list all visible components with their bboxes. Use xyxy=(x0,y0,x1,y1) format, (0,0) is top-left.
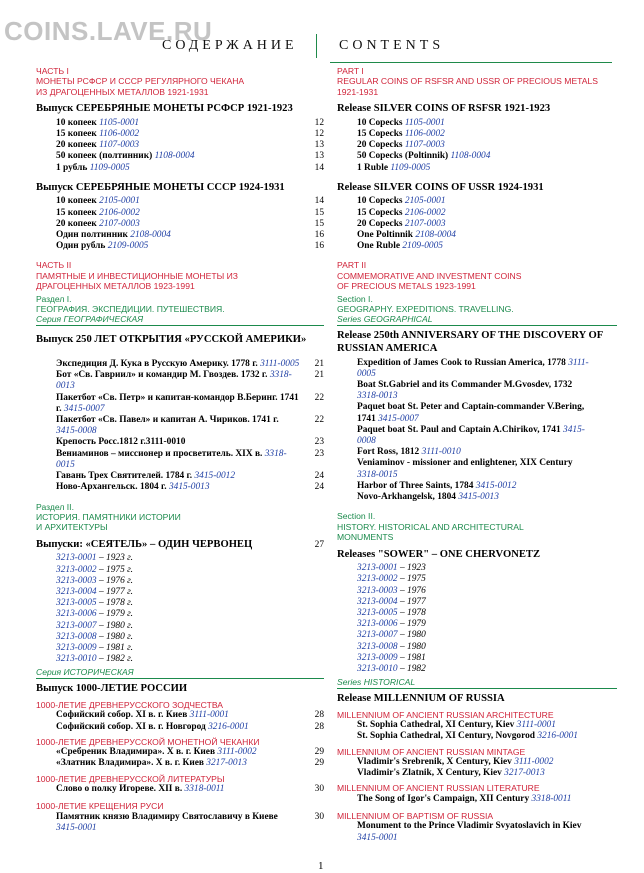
site-watermark: COINS.LAVE.RU xyxy=(4,16,213,46)
entry-title: Вениаминов – миссионер и просветитель. XIX в. xyxy=(56,448,263,459)
page-number: 23 xyxy=(314,437,324,448)
catalog-code: 3318-0013 xyxy=(357,391,398,402)
page-number: 16 xyxy=(314,230,324,241)
entry-title: Novo-Arkhangelsk, 1804 xyxy=(357,492,456,503)
group-heading: MILLENNIUM OF ANCIENT RUSSIAN MINTAGE xyxy=(337,746,526,757)
catalog-code: 3213-0007 xyxy=(56,620,97,631)
part2-subtitle: ПАМЯТНЫЕ И ИНВЕСТИЦИОННЫЕ МОНЕТЫ ИЗ xyxy=(36,270,238,281)
contents-entry xyxy=(337,118,617,129)
entry-title: 15 Copecks xyxy=(357,207,403,218)
entry-title: Expedition of James Cook to Russian America, 1778 xyxy=(357,357,566,368)
chervonetz-year-entry xyxy=(36,643,324,654)
entry-year: – 1981 xyxy=(399,652,426,663)
page-number: 15 xyxy=(314,218,324,229)
catalog-code: 3415-0013 xyxy=(168,482,210,493)
catalog-code: 3111-0002 xyxy=(514,756,554,767)
catalog-code: 3415-0012 xyxy=(194,471,236,482)
entry-title: Слово о полку Игореве. XII в. xyxy=(56,783,183,794)
page-number: 29 xyxy=(314,747,324,758)
part1-subtitle: МОНЕТЫ РСФСР И СССР РЕГУЛЯРНОГО ЧЕКАНА xyxy=(36,76,245,87)
catalog-code: 2107-0003 xyxy=(99,218,140,229)
release-heading: Releases "SOWER" – ONE CHERVONETZ xyxy=(337,548,541,560)
catalog-code: 2109-0005 xyxy=(107,241,149,252)
entry-title: Boat St.Gabriel and its Commander M.Gvosdev, 1732 xyxy=(357,380,573,391)
catalog-code: 3213-0009 xyxy=(56,642,97,653)
group-heading: 1000-ЛЕТИЕ ДРЕВНЕРУССКОГО ЗОДЧЕСТВА xyxy=(36,699,224,710)
series-label: Series GEOGRAPHICAL xyxy=(337,314,617,326)
entry-title: Vladimir's Zlatnik, X Century, Kiev xyxy=(357,768,502,779)
chervonetz-year-entry xyxy=(337,653,617,664)
page-number: 21 xyxy=(314,359,324,370)
entry-title: 10 Copecks xyxy=(357,117,403,128)
catalog-code: 3217-0013 xyxy=(504,768,545,779)
group-heading: 1000-ЛЕТИЕ КРЕЩЕНИЯ РУСИ xyxy=(36,801,164,812)
part1-title: PART I xyxy=(337,66,364,76)
entry-title: 15 Copecks xyxy=(357,129,403,140)
page-number: 22 xyxy=(314,415,324,426)
page-number-footer: 1 xyxy=(318,860,324,872)
section1-subtitle: ГЕОГРАФИЯ. ЭКСПЕДИЦИИ. ПУТЕШЕСТВИЯ. xyxy=(36,304,225,315)
page-number: 12 xyxy=(314,117,324,128)
entry-year: – 1982 xyxy=(399,663,426,674)
entry-title: «Сребреник Владимира». Х в. г. Киев xyxy=(56,747,216,758)
contents-entry xyxy=(36,415,324,437)
entry-title: Экспедиция Д. Кука в Русскую Америку. 1778 г. xyxy=(56,359,258,370)
catalog-code: 3318-0011 xyxy=(184,783,225,794)
entry-title: 1 рубль xyxy=(56,162,88,173)
catalog-code: 3318-0015 xyxy=(357,469,398,480)
section1-title: Раздел I. xyxy=(36,293,72,304)
catalog-code: 1107-0003 xyxy=(404,140,445,151)
entry-year: – 1981 г. xyxy=(98,642,133,653)
chervonetz-year-entry xyxy=(337,664,617,675)
entry-title: Софийский собор. XI в. г. Киев xyxy=(56,710,188,721)
page-number: 29 xyxy=(314,758,324,769)
chervonetz-year-entry xyxy=(337,574,617,585)
contents-entry xyxy=(337,720,617,731)
chervonetz-year-entry xyxy=(337,597,617,608)
chervonetz-year-entry xyxy=(36,587,324,598)
release-heading: Выпуски: «СЕЯТЕЛЬ» – ОДИН ЧЕРВОНЕЦ 27 xyxy=(36,538,324,550)
catalog-code: 1108-0004 xyxy=(154,151,195,162)
group-heading: MILLENNIUM OF ANCIENT RUSSIAN ARCHITECTURE xyxy=(337,709,554,720)
contents-entry xyxy=(36,393,324,415)
contents-column-en xyxy=(337,66,617,844)
catalog-code: 3213-0001 xyxy=(56,553,97,564)
release-heading: RUSSIAN AMERICA xyxy=(337,343,438,355)
part1-subtitle: REGULAR COINS OF RSFSR AND USSR OF PRECIOUS METALS xyxy=(337,76,599,87)
contents-entry xyxy=(337,731,617,742)
catalog-code: 3216-0001 xyxy=(537,731,578,742)
contents-entry xyxy=(36,747,324,758)
page-number: 16 xyxy=(314,241,324,252)
entry-title: Крепость Росс.1812 г.3111-0010 xyxy=(56,437,186,448)
contents-entry xyxy=(337,425,617,447)
chervonetz-year-entry xyxy=(36,553,324,564)
header-divider xyxy=(316,34,317,58)
catalog-code: 2108-0004 xyxy=(130,230,171,241)
chervonetz-year-entry xyxy=(337,586,617,597)
catalog-code: 3415-0008 xyxy=(56,426,97,437)
entry-year: – 1979 г. xyxy=(98,609,133,620)
contents-entry xyxy=(36,359,324,370)
contents-entry xyxy=(36,812,324,834)
catalog-code: 3415-0001 xyxy=(56,822,97,833)
catalog-code: 1105-0001 xyxy=(404,117,445,128)
page-number: 15 xyxy=(314,207,324,218)
contents-entry xyxy=(36,482,324,493)
entry-title: Пакетбот «Св. Павел» и капитан А. Чириков. 1741 г. xyxy=(56,415,279,426)
catalog-code: 1109-0005 xyxy=(89,162,130,173)
page-number: 27 xyxy=(314,539,324,550)
entry-title: Пакетбот «Св. Петр» и капитан-командор В.Беринг. 1741 г. xyxy=(56,392,299,414)
entry-year: – 1977 xyxy=(399,596,426,607)
part1-subtitle: ИЗ ДРАГОЦЕННЫХ МЕТАЛЛОВ 1921-1931 xyxy=(36,86,209,97)
catalog-code: 1107-0003 xyxy=(99,140,140,151)
page-number: 28 xyxy=(314,710,324,721)
chervonetz-year-entry xyxy=(337,630,617,641)
contents-entry xyxy=(337,821,617,843)
part2-title: PART II xyxy=(337,260,367,271)
series-label: Серия ГЕОГРАФИЧЕСКАЯ xyxy=(36,314,324,326)
entry-year: – 1978 г. xyxy=(98,598,133,609)
contents-entry xyxy=(36,370,324,392)
contents-entry xyxy=(337,447,617,458)
catalog-code: 3415-0013 xyxy=(458,492,499,503)
catalog-code: 2106-0002 xyxy=(99,207,140,218)
entry-title: Памятник князю Владимиру Святославичу в Киеве xyxy=(56,811,278,822)
chervonetz-year-entry xyxy=(36,621,324,632)
contents-entry xyxy=(337,219,617,230)
catalog-code: 3213-0010 xyxy=(357,663,398,674)
entry-title: Vladimir's Srebrenik, X Century, Kiev xyxy=(357,756,512,767)
contents-entry xyxy=(36,118,324,129)
catalog-code: 3213-0008 xyxy=(357,641,398,652)
catalog-code: 3213-0006 xyxy=(357,619,398,630)
contents-entry xyxy=(36,230,324,241)
contents-entry xyxy=(36,758,324,769)
contents-entry xyxy=(36,471,324,482)
entry-year: – 1976 г. xyxy=(98,575,133,586)
entry-title: One Ruble xyxy=(357,241,400,252)
section2-subtitle: HISTORY. HISTORICAL AND ARCHITECTURAL xyxy=(337,521,524,532)
entry-title: One Poltinnik xyxy=(357,230,414,241)
chervonetz-year-entry xyxy=(36,654,324,665)
page-number: 28 xyxy=(314,721,324,732)
catalog-code: 3213-0004 xyxy=(56,586,97,597)
part1-subtitle: 1921-1931 xyxy=(337,86,379,97)
part2-subtitle: OF PRECIOUS METALS 1923-1991 xyxy=(337,281,476,292)
page-number: 24 xyxy=(314,471,324,482)
entry-year: – 1979 xyxy=(399,619,426,630)
contents-entry xyxy=(337,794,617,805)
page-number: 14 xyxy=(314,196,324,207)
page-number: 13 xyxy=(314,151,324,162)
contents-entry xyxy=(337,757,617,768)
entry-year: – 1980 г. xyxy=(98,620,133,631)
entry-title: 20 копеек xyxy=(56,140,97,151)
chervonetz-year-entry xyxy=(36,632,324,643)
entry-title: St. Sophia Cathedral, XI Century, Kiev xyxy=(357,720,515,731)
contents-entry xyxy=(337,196,617,207)
page-number: 12 xyxy=(314,129,324,140)
entry-title: The Song of Igor's Campaign, XII Century xyxy=(357,793,530,804)
catalog-code: 3111-0005 xyxy=(260,359,300,370)
catalog-code: 2106-0002 xyxy=(404,207,446,218)
entry-title: Ново-Архангельск. 1804 г. xyxy=(56,482,167,493)
catalog-code: 1106-0002 xyxy=(99,129,140,140)
catalog-code: 3213-0002 xyxy=(357,574,398,585)
catalog-code: 3213-0002 xyxy=(56,564,97,575)
catalog-code: 3213-0003 xyxy=(56,575,97,586)
entry-year: – 1980 xyxy=(399,630,426,641)
entry-year: – 1982 г. xyxy=(98,654,133,665)
page-number: 21 xyxy=(314,370,324,381)
catalog-code: 3216-0001 xyxy=(208,721,249,732)
entry-title: Paquet boat St. Peter and Captain-commander V.Bering, 1741 xyxy=(357,402,585,424)
catalog-code: 3415-0007 xyxy=(378,413,419,424)
contents-entry xyxy=(36,140,324,151)
entry-title: St. Sophia Cathedral, XI Century, Novgorod xyxy=(357,731,535,742)
catalog-code: 3415-0001 xyxy=(357,832,398,843)
chervonetz-year-entry xyxy=(36,609,324,620)
entry-title: Monument to the Prince Vladimir Svyatoslavich in Kiev xyxy=(357,821,582,832)
contents-entry xyxy=(36,437,324,448)
page-number: 30 xyxy=(314,783,324,794)
catalog-code: 3318-0011 xyxy=(531,793,572,804)
page-number: 13 xyxy=(314,140,324,151)
group-heading: 1000-ЛЕТИЕ ДРЕВНЕРУССКОЙ ЛИТЕРАТУРЫ xyxy=(36,773,225,784)
catalog-code: 3213-0005 xyxy=(56,598,97,609)
catalog-code: 3213-0004 xyxy=(357,596,398,607)
section2-subtitle: ИСТОРИЯ. ПАМЯТНИКИ ИСТОРИИ xyxy=(36,511,181,522)
catalog-code: 3415-0008 xyxy=(357,424,585,447)
catalog-code: 3111-0001 xyxy=(189,710,229,721)
entry-year: – 1923 xyxy=(399,563,426,574)
release-heading: Release MILLENNIUM OF RUSSIA xyxy=(337,693,505,705)
catalog-code: 2105-0001 xyxy=(99,196,140,207)
entry-title: Софийский собор. XI в. г. Новгород xyxy=(56,721,206,732)
entry-title: Veniaminov - missioner and enlightener, XIX Century xyxy=(357,458,573,469)
catalog-code: 1105-0001 xyxy=(99,117,140,128)
entry-year: – 1977 г. xyxy=(98,586,133,597)
contents-entry xyxy=(36,241,324,252)
page-number: 23 xyxy=(314,448,324,459)
catalog-code: 2105-0001 xyxy=(404,196,446,207)
release-heading: Release 250th ANNIVERSARY OF THE DISCOVERY OF xyxy=(337,330,604,342)
entry-year: – 1975 г. xyxy=(98,564,133,575)
entry-year: – 1978 xyxy=(399,607,426,618)
entry-title: Бот «Св. Гавриил» и командир М. Гвоздев. 1732 г. xyxy=(56,370,268,381)
entry-title: 20 Copecks xyxy=(357,140,403,151)
catalog-code: 1109-0005 xyxy=(390,162,431,173)
entry-year: – 1975 xyxy=(399,574,426,585)
entry-title: Fort Ross, 1812 xyxy=(357,447,420,458)
entry-title: 20 Copecks xyxy=(357,218,403,229)
chervonetz-year-entry xyxy=(337,608,617,619)
release-heading: Выпуск СЕРЕБРЯНЫЕ МОНЕТЫ РСФСР 1921-1923 xyxy=(36,103,293,115)
part2-subtitle: COMMEMORATIVE AND INVESTMENT COINS xyxy=(337,270,522,281)
contents-entry xyxy=(337,163,617,174)
catalog-code: 3415-0012 xyxy=(475,480,517,491)
section2-title: Section II. xyxy=(337,511,376,522)
catalog-code: 2109-0005 xyxy=(402,241,443,252)
contents-entry xyxy=(36,710,324,721)
contents-entry xyxy=(337,230,617,241)
entry-title: Paquet boat St. Paul and Captain A.Chirikov, 1741 xyxy=(357,424,561,435)
catalog-code: 3111-0005 xyxy=(357,357,589,379)
chervonetz-year-entry xyxy=(36,576,324,587)
catalog-code: 3318-0013 xyxy=(56,370,292,392)
entry-year: – 1976 xyxy=(399,585,426,596)
entry-title: Один рубль xyxy=(56,241,106,252)
entry-title: 15 копеек xyxy=(56,207,97,218)
catalog-code: 3111-0001 xyxy=(516,720,556,731)
entry-year: – 1980 xyxy=(399,641,426,652)
contents-entry xyxy=(337,458,617,480)
catalog-code: 3111-0002 xyxy=(217,747,257,758)
part2-title: ЧАСТЬ II xyxy=(36,260,72,271)
catalog-code: 3213-0006 xyxy=(56,609,97,620)
header-title-en: CONTENTS xyxy=(339,38,445,53)
entry-year: – 1980 г. xyxy=(98,631,133,642)
contents-entry xyxy=(337,140,617,151)
catalog-code: 3213-0009 xyxy=(357,652,398,663)
series-label: Series HISTORICAL xyxy=(337,677,617,689)
catalog-code: 3213-0003 xyxy=(357,585,398,596)
release-heading: Выпуск 250 ЛЕТ ОТКРЫТИЯ «РУССКОЙ АМЕРИКИ» xyxy=(36,334,307,346)
release-heading: Release SILVER COINS OF RSFSR 1921-1923 xyxy=(337,103,551,115)
contents-entry xyxy=(337,768,617,779)
section1-title: Section I. xyxy=(337,293,373,304)
entry-title: 1 Ruble xyxy=(357,162,388,173)
contents-entry xyxy=(36,163,324,174)
page-number: 22 xyxy=(314,392,324,403)
contents-entry xyxy=(36,196,324,207)
release-heading: Выпуск СЕРЕБРЯНЫЕ МОНЕТЫ СССР 1924-1931 xyxy=(36,181,285,193)
contents-entry xyxy=(337,481,617,492)
group-heading: MILLENNIUM OF ANCIENT RUSSIAN LITERATURE xyxy=(337,783,540,794)
catalog-code: 3213-0005 xyxy=(357,607,398,618)
section1-subtitle: GEOGRAPHY. EXPEDITIONS. TRAVELLING. xyxy=(337,304,514,315)
header-title-ru: СОДЕРЖАНИЕ xyxy=(162,38,298,53)
entry-title: 15 копеек xyxy=(56,129,97,140)
catalog-code: 2107-0003 xyxy=(404,218,446,229)
series-label: Серия ИСТОРИЧЕСКАЯ xyxy=(36,667,324,679)
catalog-code: 1108-0004 xyxy=(450,151,491,162)
contents-entry xyxy=(36,219,324,230)
contents-entry xyxy=(36,784,324,795)
entry-title: 20 копеек xyxy=(56,218,97,229)
contents-entry xyxy=(337,380,617,402)
release-heading: Release SILVER COINS OF USSR 1924-1931 xyxy=(337,181,544,193)
page-number: 24 xyxy=(314,482,324,493)
chervonetz-year-entry xyxy=(337,563,617,574)
contents-entry xyxy=(36,449,324,471)
contents-entry xyxy=(337,492,617,503)
catalog-code: 3213-0001 xyxy=(357,563,398,574)
catalog-code: 3318-0015 xyxy=(56,448,287,470)
chervonetz-year-entry xyxy=(36,565,324,576)
entry-title: Один полтинник xyxy=(56,230,128,241)
page-number: 14 xyxy=(314,162,324,173)
catalog-code: 3213-0010 xyxy=(56,654,97,665)
contents-entry xyxy=(36,208,324,219)
catalog-code: 1106-0002 xyxy=(404,129,445,140)
section2-subtitle: MONUMENTS xyxy=(337,532,394,543)
group-heading: MILLENNIUM OF BAPTISM OF RUSSIA xyxy=(337,810,494,821)
catalog-code: 3415-0007 xyxy=(63,403,105,414)
entry-title: «Златник Владимира». Х в. г. Киев xyxy=(56,758,204,769)
entry-year: – 1923 г. xyxy=(98,553,133,564)
entry-title: 10 копеек xyxy=(56,117,97,128)
contents-entry xyxy=(36,722,324,733)
entry-title: 50 Copecks (Poltinnik) xyxy=(357,151,449,162)
chervonetz-year-entry xyxy=(337,642,617,653)
part2-subtitle: ДРАГОЦЕННЫХ МЕТАЛЛОВ 1923-1991 xyxy=(36,281,195,292)
contents-entry xyxy=(337,129,617,140)
contents-entry xyxy=(36,151,324,162)
entry-title: 10 копеек xyxy=(56,196,97,207)
section2-title: Раздел II. xyxy=(36,501,74,512)
contents-entry xyxy=(337,402,617,424)
group-heading: 1000-ЛЕТИЕ ДРЕВНЕРУССКОЙ МОНЕТНОЙ ЧЕКАНКИ xyxy=(36,736,260,747)
header-underline xyxy=(330,62,612,63)
catalog-code: 2108-0004 xyxy=(415,230,456,241)
catalog-code: 3213-0007 xyxy=(357,630,398,641)
entry-title: Гавань Трех Святителей. 1784 г. xyxy=(56,471,193,482)
contents-entry xyxy=(337,241,617,252)
chervonetz-year-entry xyxy=(337,619,617,630)
release-heading: Выпуск 1000-ЛЕТИЕ РОССИИ xyxy=(36,683,188,695)
contents-entry xyxy=(337,151,617,162)
contents-entry xyxy=(337,358,617,380)
catalog-code: 3217-0013 xyxy=(206,758,247,769)
page-number: 30 xyxy=(314,811,324,822)
part1-title: ЧАСТЬ I xyxy=(36,66,69,76)
catalog-code: 3111-0010 xyxy=(421,447,461,458)
entry-title: 10 Copecks xyxy=(357,196,403,207)
contents-entry xyxy=(337,208,617,219)
chervonetz-year-entry xyxy=(36,598,324,609)
section2-subtitle: И АРХИТЕКТУРЫ xyxy=(36,522,108,533)
catalog-code: 3213-0008 xyxy=(56,631,97,642)
entry-title: 50 копеек (полтинник) xyxy=(56,151,153,162)
contents-entry xyxy=(36,129,324,140)
contents-column-ru xyxy=(36,66,324,834)
entry-title: Harbor of Three Saints, 1784 xyxy=(357,480,474,491)
